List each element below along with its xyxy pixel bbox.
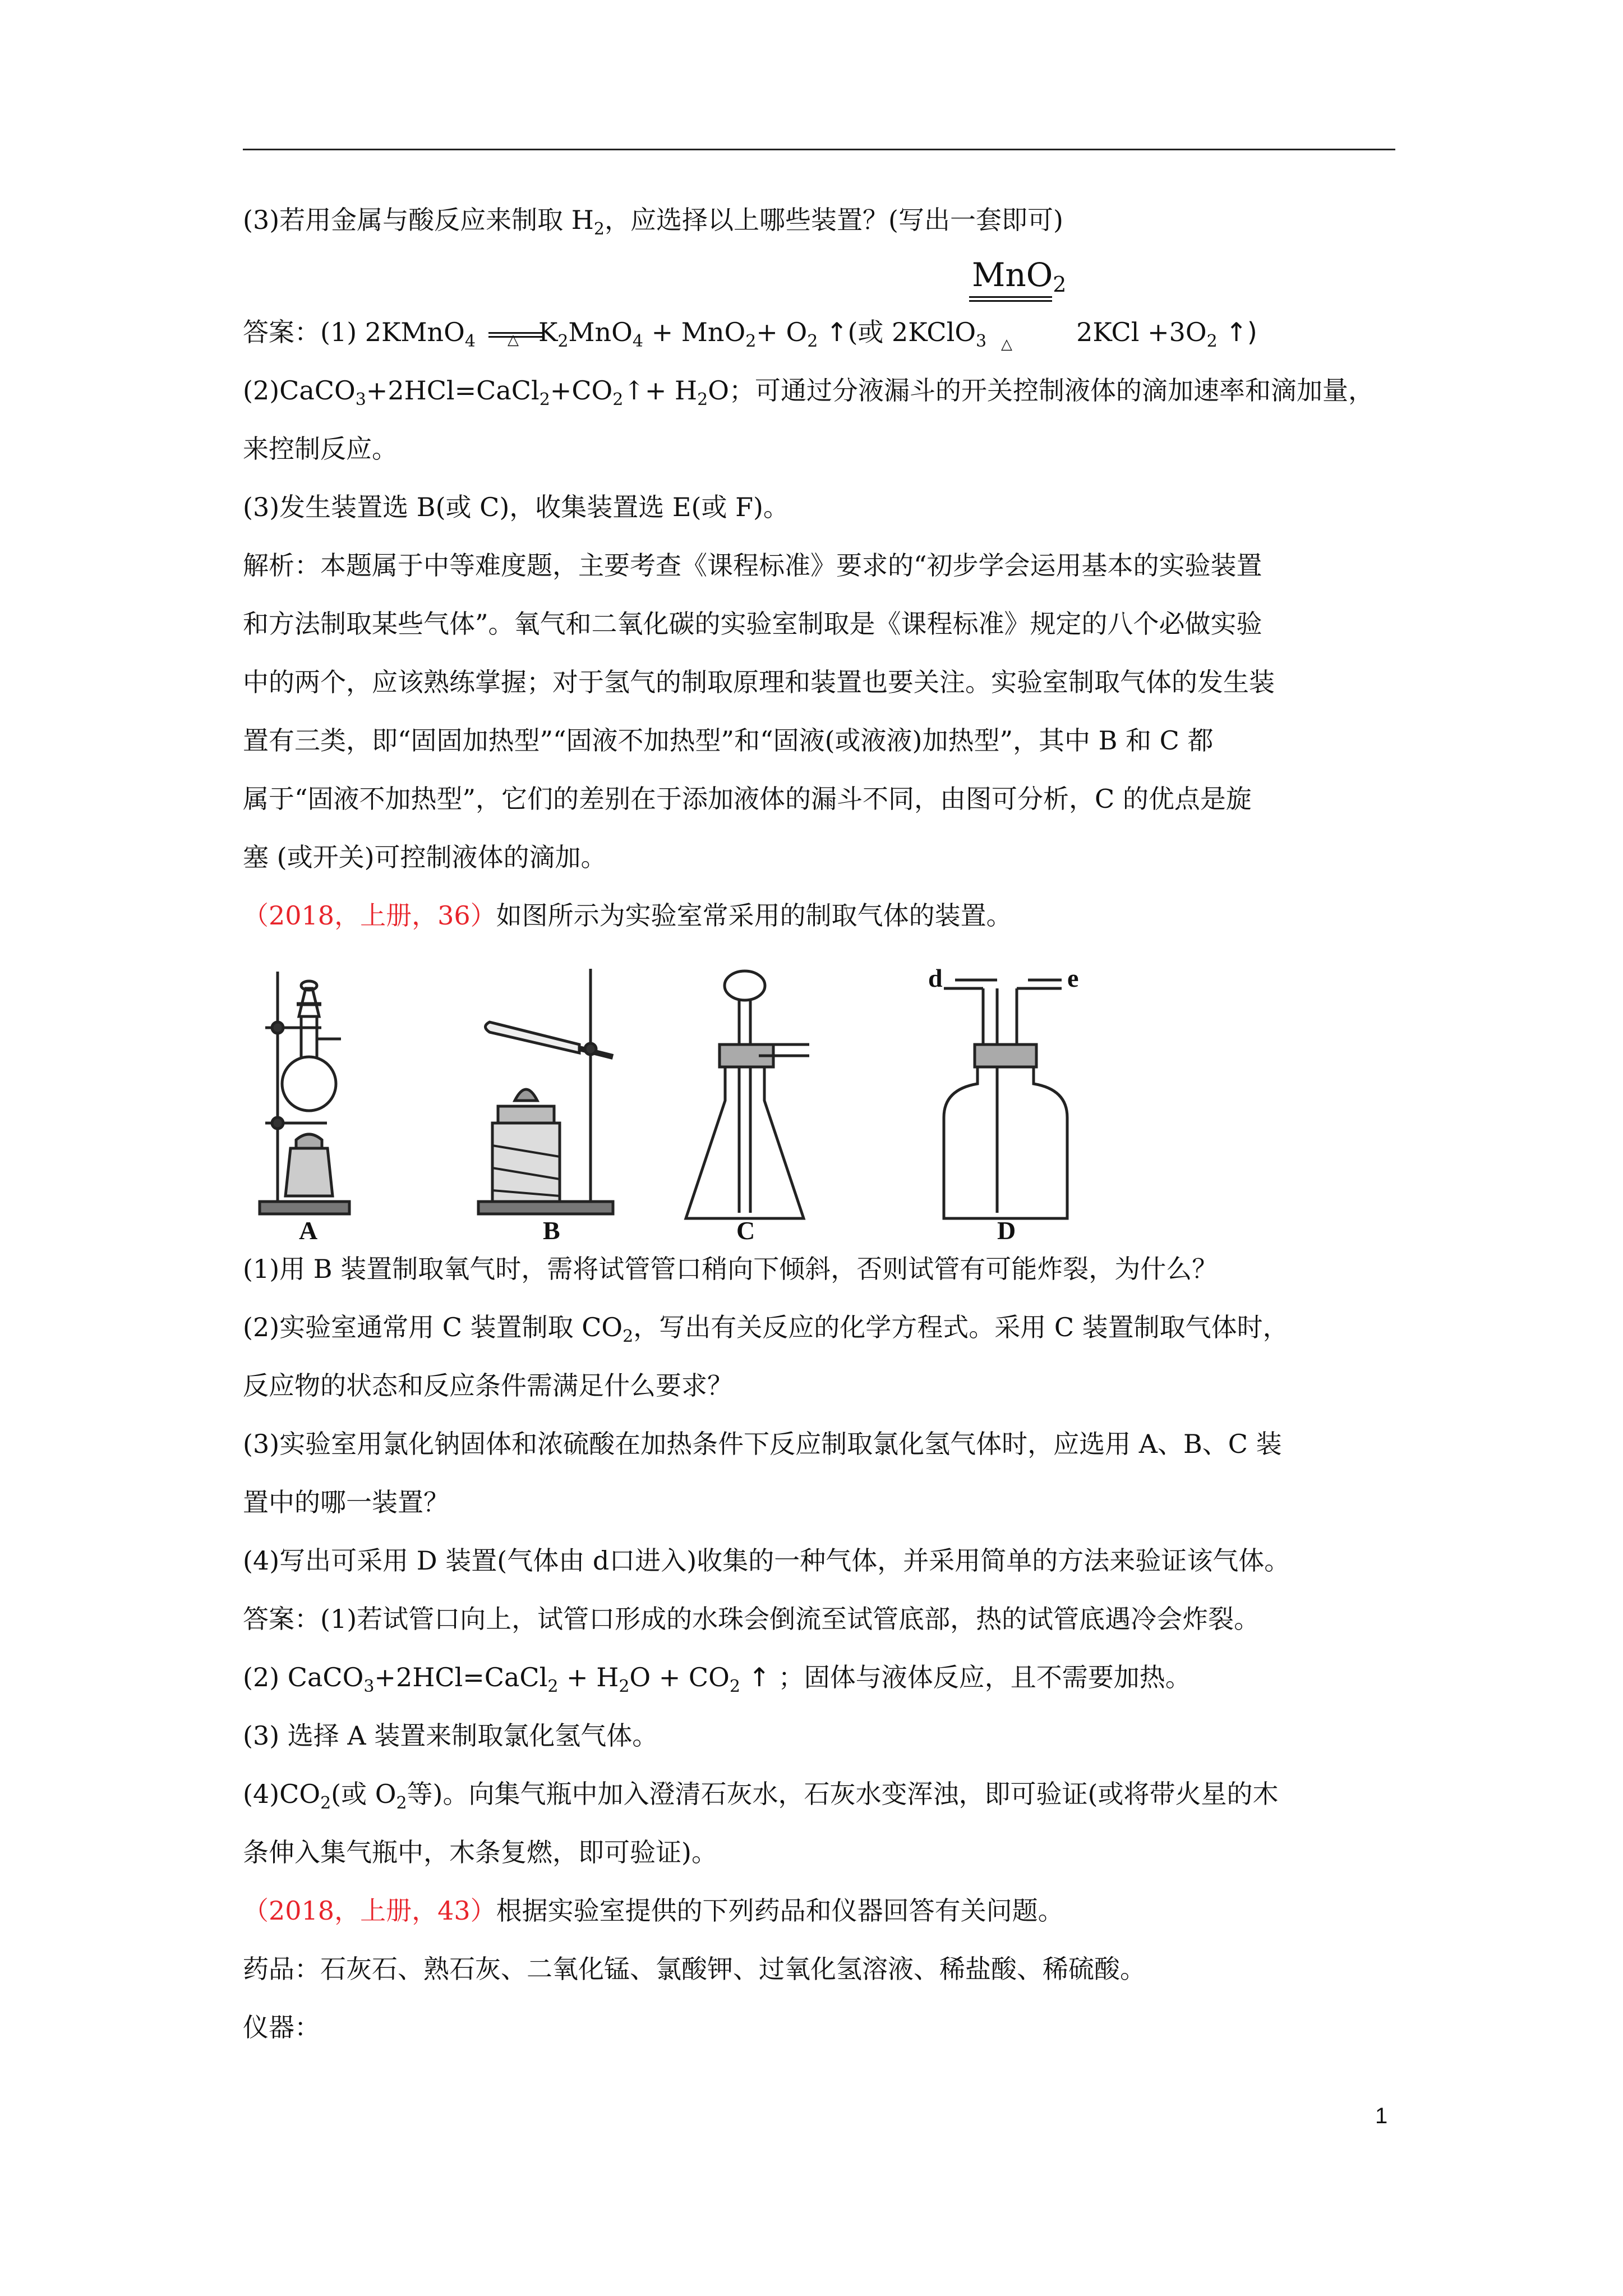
question-36-part-3: (3)实验室用氯化钠固体和浓硫酸在加热条件下反应制取氯化氢气体时，应选用 A、B、C 装 bbox=[243, 1429, 1282, 1459]
apparatus-d bbox=[944, 980, 1067, 1218]
header-rule bbox=[243, 149, 1395, 150]
figure-label-a: A bbox=[299, 1216, 318, 1245]
answer-1-equation bbox=[243, 249, 1398, 361]
question-43-drugs: 药品：石灰石、熟石灰、二氧化锰、氯酸钾、过氧化氢溶液、稀盐酸、稀硫酸。 bbox=[243, 1954, 1146, 1984]
heat-symbol-1: △ bbox=[508, 332, 519, 348]
figure-label-c: C bbox=[736, 1216, 755, 1245]
answer-1-text: 答案：(1) 2KMnO$_4$ $K_2MnO_4 + MnO_2+ O_2$ ↑(或 2KClO$_3$ $2KCl +3O_2$ ↑) bbox=[243, 317, 1257, 351]
question-36-part-3-cont: 置中的哪一装置？ bbox=[243, 1487, 449, 1517]
question-36-part-1: (1)用 B 装置制取氧气时，需将试管管口稍向下倾斜，否则试管有可能炸裂，为什么？ bbox=[243, 1254, 1218, 1284]
analysis-line: 中的两个，应该熟练掌握；对于氢气的制取原理和装置也要关注。实验室制取气体的发生装 bbox=[243, 667, 1275, 697]
answer-2-cont: 来控制反应。 bbox=[243, 434, 398, 464]
question-36-part-4: (4)写出可采用 D 装置(气体由 d口进入)收集的一种气体，并采用简单的方法来验证该气体。 bbox=[243, 1545, 1290, 1576]
analysis-line: 置有三类，即“固固加热型”“固液不加热型”和“固液(或液液)加热型”，其中 B 和 C 都 bbox=[243, 725, 1214, 756]
catalyst-equals-bar bbox=[969, 296, 1052, 302]
document-body bbox=[243, 191, 1398, 2056]
page-number: 1 bbox=[1375, 2104, 1388, 2128]
apparatus-figure bbox=[243, 955, 1398, 1245]
port-label-e: e bbox=[1067, 964, 1079, 992]
question-43-instruments: 仪器： bbox=[243, 2012, 320, 2042]
catalyst-label: MnO$_2$ bbox=[972, 256, 1067, 297]
question-36-part-2-cont: 反应物的状态和反应条件需满足什么要求？ bbox=[243, 1370, 733, 1401]
question-43-stem: （2018，上册，43）根据实验室提供的下列药品和仪器回答有关问题。 bbox=[243, 1895, 1064, 1926]
port-label-d: d bbox=[928, 964, 943, 992]
question-36-source: （2018，上册，36） bbox=[243, 900, 496, 931]
heat-symbol-2: △ bbox=[1001, 336, 1012, 353]
question-43-source: （2018，上册，43） bbox=[243, 1895, 496, 1926]
answer-36-4: $(4)CO_2$(或 $O_2$等)。向集气瓶中加入澄清石灰水，石灰水变浑浊，即可验证(或将带火星的木 bbox=[243, 1779, 1279, 1813]
answer-36-3: (3) 选择 A 装置来制取氯化氢气体。 bbox=[243, 1720, 658, 1751]
answer-36-4-cont: 条伸入集气瓶中，木条复燃，即可验证)。 bbox=[243, 1837, 717, 1867]
analysis-line: 属于“固液不加热型”，它们的差别在于添加液体的漏斗不同，由图可分析，C 的优点是旋 bbox=[243, 784, 1252, 814]
analysis-line: 解析：本题属于中等难度题，主要考查《课程标准》要求的“初步学会运用基本的实验装置 bbox=[243, 550, 1262, 581]
figure-label-d: D bbox=[997, 1216, 1016, 1245]
prev-question-3: (3)若用金属与酸反应来制取 $H_2$，应选择以上哪些装置？(写出一套即可) bbox=[243, 205, 1063, 239]
apparatus-c bbox=[686, 971, 809, 1218]
analysis-line: 和方法制取某些气体”。氧气和二氧化碳的实验室制取是《课程标准》规定的八个必做实验 bbox=[243, 609, 1262, 639]
apparatus-drawing bbox=[243, 955, 1196, 1235]
answer-36-2: (2) CaCO$_3$+2HCl=CaCl$_2$ + $H_2O + CO_2$ ↑ ；固体与液体反应，且不需要加热。 bbox=[243, 1662, 1191, 1696]
analysis-line: 塞 (或开关)可控制液体的滴加。 bbox=[243, 842, 607, 872]
question-36-part-2: (2)实验室通常用 C 装置制取 $CO_2$，写出有关反应的化学方程式。采用 C 装置制取气体时， bbox=[243, 1312, 1289, 1346]
figure-label-b: B bbox=[543, 1216, 560, 1245]
answer-36-1: 答案：(1)若试管口向上，试管口形成的水珠会倒流至试管底部，热的试管底遇冷会炸裂。 bbox=[243, 1604, 1260, 1634]
apparatus-b bbox=[478, 969, 613, 1214]
answer-2: $(2)CaCO_3+2HCl=CaCl_2+CO_2↑+ H_2O$；可通过分液漏斗的开关控制液体的滴加速率和滴加量， bbox=[243, 375, 1374, 409]
answer-3: (3)发生装置选 B(或 C)，收集装置选 E(或 F)。 bbox=[243, 492, 789, 522]
question-36-stem: （2018，上册，36）如图所示为实验室常采用的制取气体的装置。 bbox=[243, 900, 1012, 931]
apparatus-a bbox=[260, 972, 349, 1214]
